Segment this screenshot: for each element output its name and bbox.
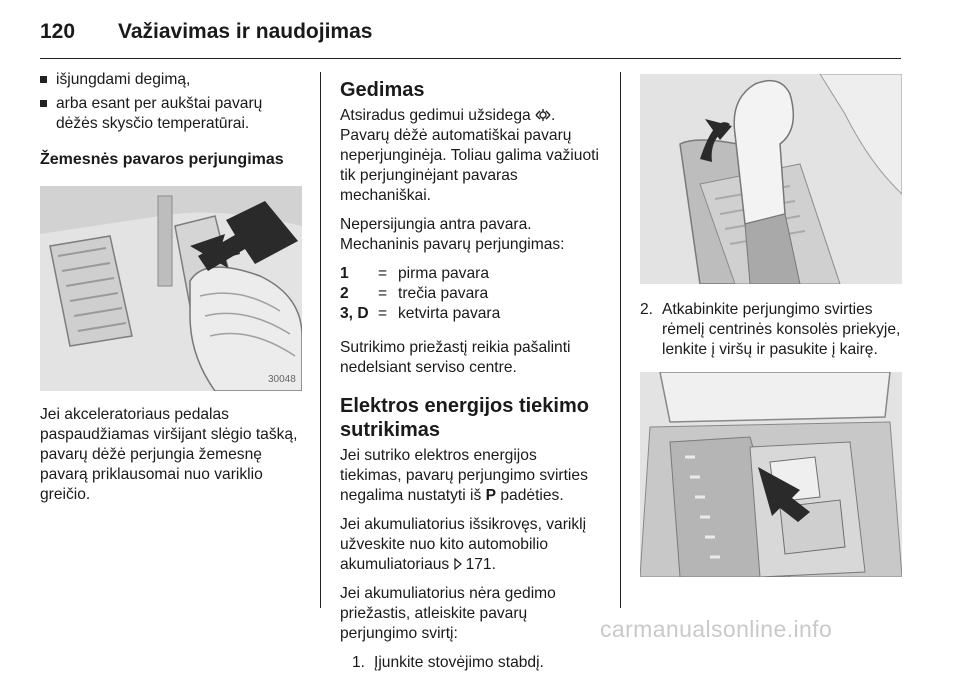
gear-row — [340, 264, 602, 284]
column-divider-2 — [620, 72, 621, 608]
gear-key: 2 — [340, 285, 349, 302]
service-paragraph: Sutrikimo priežastį reikia pašalinti nedelsiant serviso centre. — [340, 339, 571, 376]
page-header — [40, 20, 372, 50]
section-heading-kickdown: Žemesnės pavaros perjungimas — [40, 151, 284, 168]
battery-paragraph — [340, 515, 602, 575]
gear-value: trečia pavara — [398, 285, 489, 302]
fault-text-rest: Pavarų dėžė automatiškai pavarų neperjunginėja. Toliau galima važiuoti tik perjunginėjant pavaras mechaniškai. — [340, 127, 599, 204]
release-paragraph: Jei akumuliatorius nėra gedimo priežastis, atleiskite pavarų perjungimo svirtį: — [340, 585, 556, 642]
step-number: 2. — [640, 301, 654, 318]
page-reference: 171. — [465, 556, 496, 573]
page-reference-icon — [454, 558, 462, 570]
power-failure-text: Jei sutriko elektros energijos tiekimas, pavarų perjungimo svirties negalima nustatyti iš — [340, 447, 588, 504]
column-3 — [640, 70, 902, 577]
power-failure-paragraph — [340, 446, 602, 506]
section-heading-fault: Gedimas — [340, 79, 425, 101]
bullet-marker — [40, 100, 47, 107]
gear-list — [340, 264, 602, 324]
gear-row — [340, 284, 602, 304]
fault-text-lead: Atsiradus gedimui užsidega — [340, 107, 531, 124]
header-rule — [40, 58, 901, 59]
gear-key: 1 — [340, 265, 349, 282]
bullet-item — [40, 70, 302, 90]
gear-equals: = — [378, 285, 388, 302]
watermark: carmanualsonline.info — [600, 616, 833, 642]
bullet-marker — [40, 76, 47, 83]
page-title: Važiavimas ir naudojimas — [118, 20, 373, 43]
kickdown-paragraph: Jei akceleratoriaus pedalas paspaudžiamas viršijant slėgio tašką, pavarų dėžė perjungia žemesnę pavarą priklausomai nuo variklio greičio. — [40, 406, 298, 503]
pedal-illustration — [40, 186, 302, 391]
step-number: 1. — [352, 654, 366, 671]
gear-value: ketvirta pavara — [398, 305, 501, 322]
park-position-label: P — [485, 487, 497, 504]
console-frame-illustration — [640, 372, 902, 577]
step-1 — [352, 653, 602, 673]
gear-value: pirma pavara — [398, 265, 490, 282]
step-2 — [640, 300, 902, 360]
step-text: Įjunkite stovėjimo stabdį. — [374, 654, 544, 671]
gear-lever-illustration — [640, 74, 902, 284]
gearbox-warning-icon — [535, 108, 551, 122]
column-2 — [340, 70, 602, 681]
figure-code: 30048 — [268, 374, 296, 385]
fault-paragraph — [340, 106, 602, 206]
fault-text-period: . — [551, 107, 556, 124]
bullet-text: arba esant per aukštai pavarų dėžės skysčio temperatūrai. — [56, 95, 263, 132]
battery-text: Jei akumuliatorius išsikrovęs, variklį užveskite nuo kito automobilio akumuliatoriaus — [340, 516, 587, 573]
gear-equals: = — [378, 305, 388, 322]
step-text: Atkabinkite perjungimo svirties rėmelį centrinės konsolės priekyje, lenkite į viršų ir pasukite į kairę. — [662, 301, 901, 358]
second-gear-paragraph: Nepersijungia antra pavara. Mechaninis pavarų perjungimas: — [340, 216, 565, 253]
bullet-item — [40, 94, 302, 134]
column-divider-1 — [320, 72, 321, 608]
section-heading-power-failure: Elektros energijos tiekimo sutrikimas — [340, 395, 589, 441]
gear-key: 3, D — [340, 305, 369, 322]
gear-row — [340, 304, 602, 324]
page-number: 120 — [40, 20, 76, 43]
power-failure-text-end: padėties. — [500, 487, 564, 504]
bullet-text: išjungdami degimą, — [56, 71, 191, 88]
gear-equals: = — [378, 265, 388, 282]
column-1 — [40, 70, 302, 514]
